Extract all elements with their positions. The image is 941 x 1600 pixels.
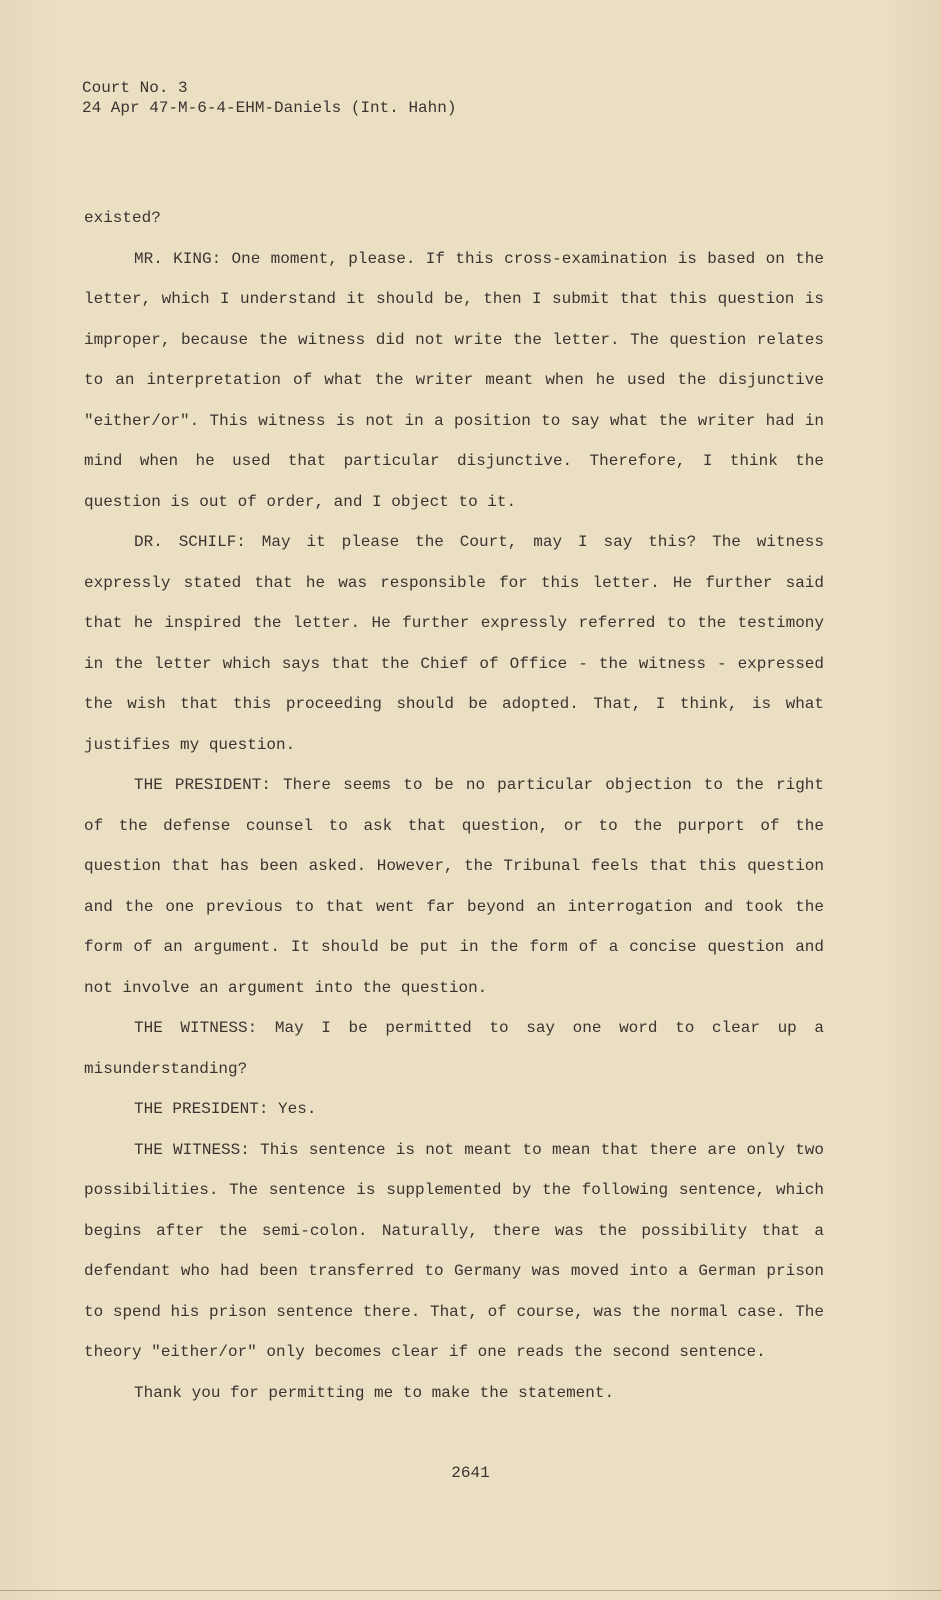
paragraph-witness-request: THE WITNESS: May I be permitted to say one word to clear up a misunderstanding? [84,1019,824,1078]
paragraph-mr-king: MR. KING: One moment, please. If this cross-examination is based on the letter, which I understand it should be, then I submit that this question is improper, because the witness did not write the letter. The question relates to an interpretation of what the writer meant when he used the disjunctive "either/or". This witness is not in a position to say what the writer had in mind when he used that particular disjunctive. Therefore, I think the question is out of order, and I object to it. [84,249,824,511]
paragraph-president-ruling: THE PRESIDENT: There seems to be no particular objection to the right of the defense counsel to ask that question, or to the purport of the question that has been asked. However, the Tribunal feels that this question and the one previous to that went far beyond an interrogation and took the form of an argument. It should be put in the form of a concise question and not involve an argument into the question. [84,776,824,997]
session-reference: 24 Apr 47-M-6-4-EHM-Daniels (Int. Hahn) [82,99,457,117]
page-edge-line [0,1590,941,1591]
transcript-body [84,198,824,1413]
court-number: Court No. 3 [82,79,188,97]
page-header [82,78,456,118]
paragraph-witness-thanks: Thank you for permitting me to make the statement. [134,1383,615,1402]
paragraph-continuation: existed? [84,209,161,227]
paragraph-president-yes: THE PRESIDENT: Yes. [134,1100,317,1118]
paragraph-witness-explanation: THE WITNESS: This sentence is not meant to mean that there are only two possibilities. The sentence is supplemented by the following sentence, which begins after the semi-colon. Naturally, there was the possibility that a defendant who had been transferred to Germany was moved into a German prison to spend his prison sentence there. That, of course, was the normal case. The theory "either/or" only becomes clear if one reads the second sentence. [84,1140,824,1361]
paragraph-dr-schilf: DR. SCHILF: May it please the Court, may I say this? The witness expressly stated that he was responsible for this letter. He further said that he inspired the letter. He further expressly referred to the testimony in the letter which says that the Chief of Office - the witness - expressed the wish that this proceeding should be adopted. That, I think, is what justifies my question. [84,533,824,754]
page-number: 2641 [451,1464,490,1482]
